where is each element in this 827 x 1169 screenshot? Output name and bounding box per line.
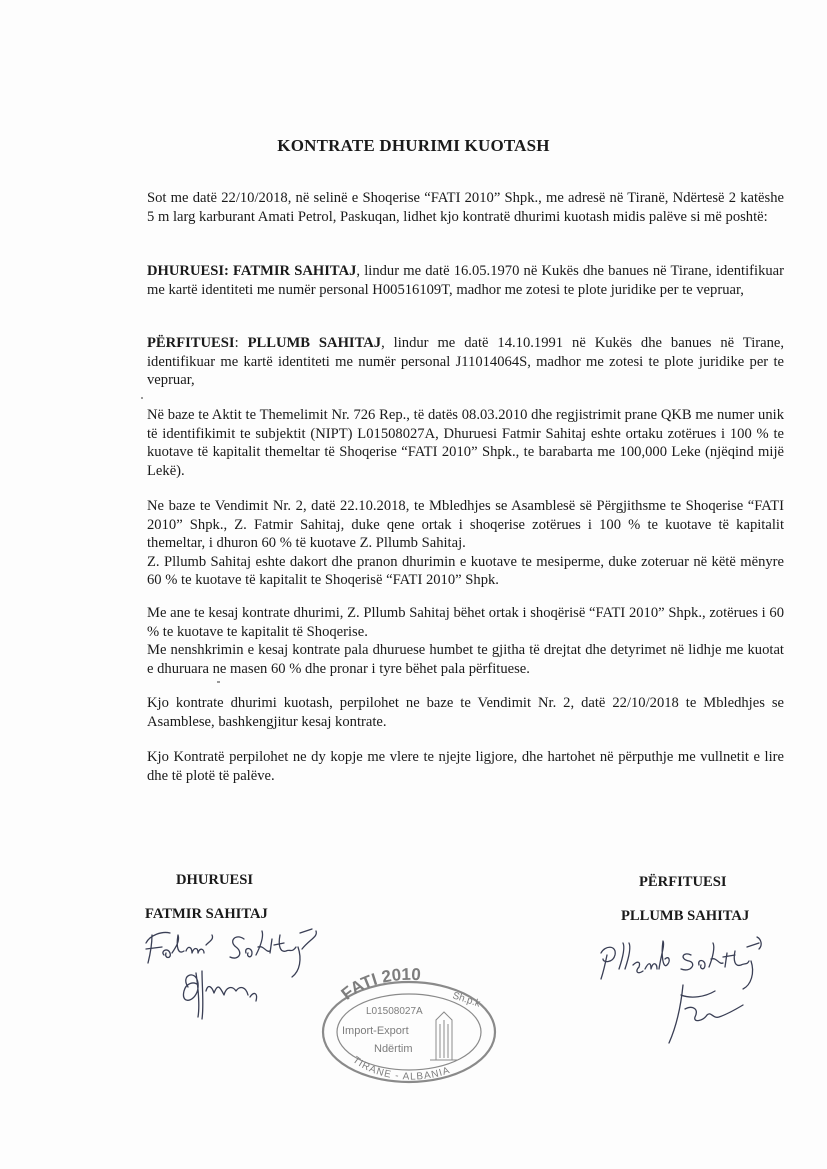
- company-stamp: [314, 968, 504, 1088]
- stamp-nipt: L01508027A: [366, 1006, 423, 1017]
- copies-text: Kjo Kontratë perpilohet ne dy kopje me vlere te njejte ligjore, dhe hartohet në përputhje me vullnetit e lire dhe të plotë të palëve.: [147, 749, 784, 784]
- copies-paragraph: [147, 748, 784, 785]
- decision-paragraph: [147, 497, 784, 590]
- basis-paragraph: [147, 694, 784, 731]
- intro-text: Sot me datë 22/10/2018, në selinë e Shoqerise “FATI 2010” Shpk., me adresë në Tiranë, Ndërtesë 2 katëshe 5 m larg karburant Amati Petrol, Paskuqan, lidhet kjo kontratë dhurimi kuotash midis palëve si më poshtë:: [147, 190, 784, 225]
- stamp-company: FATI 2010: [337, 968, 422, 1004]
- donor-signature-role: DHURUESI: [176, 872, 254, 888]
- decision-text-a: Ne baze te Vendimit Nr. 2, datë 22.10.2018, te Mbledhjes se Asamblesë së Përgjithsme te Shoqerise “FATI 2010” Shpk., Z. Fatmir Sahitaj, duke qene ortak i shoqerise zotërues i 100 % te kuotave të kapitalit themeltar, i dhuron 60 % të kuotave Z. Pllumb Sahitaj.: [147, 498, 784, 552]
- beneficiary-separator: :: [234, 335, 248, 351]
- beneficiary-signature-name: PLLUMB SAHITAJ: [621, 908, 750, 924]
- stamp-building-icon: [430, 1012, 458, 1060]
- stamp-line-build: Ndërtim: [374, 1043, 413, 1055]
- intro-paragraph: [147, 189, 784, 226]
- beneficiary-label: PËRFITUESI: [147, 335, 235, 351]
- donor-signature-name: FATMIR SAHITAJ: [145, 906, 268, 922]
- donor-text: , lindur me datë 16.05.1970 në Kukës dhe banues në Tirane, identifikuar me kartë identiteti me numër personal H00516109T, madhor me zotesi te plote juridike per te vepruar,: [147, 263, 784, 298]
- beneficiary-handwritten-signature: [595, 925, 815, 1055]
- statute-text: Në baze te Aktit te Themelimit Nr. 726 Rep., të datës 08.03.2010 dhe regjistrimit prane QKB me numer unik të identifikimit te subjektit (NIPT) L01508027A, Dhuruesi Fatmir Sahitaj eshte ortaku zotërues i 100 % te kuotave të kapitalit themeltar të Shoqerise “FATI 2010” Shpk., te barabarta me 100,000 Leke (njëqind mijë Lekë).: [147, 407, 784, 479]
- scan-mark-left: [141, 397, 143, 399]
- stamp-suffix: Sh.p.k: [451, 990, 482, 1010]
- beneficiary-name: PLLUMB SAHITAJ: [247, 335, 382, 351]
- effect-paragraph: [147, 604, 784, 678]
- donor-handwritten-signature: [140, 925, 340, 1025]
- donor-paragraph: [147, 262, 784, 299]
- scan-mark-middle: [217, 681, 220, 683]
- beneficiary-text: , lindur me datë 14.10.1991 në Kukës dhe banues në Tirane, identifikuar me kartë identiteti me numër personal J11014064S, madhor me zotesi te plote juridike per te vepruar,: [147, 335, 785, 389]
- beneficiary-paragraph: [147, 334, 784, 390]
- beneficiary-signature-role: PËRFITUESI: [639, 874, 727, 890]
- donor-label: DHURUESI: FATMIR SAHITAJ: [147, 263, 357, 279]
- stamp-line-import: Import-Export: [342, 1025, 409, 1037]
- basis-text: Kjo kontrate dhurimi kuotash, perpilohet ne baze te Vendimit Nr. 2, datë 22/10/2018 te Mbledhjes se Asamblese, bashkengjitur kesaj kontrate.: [147, 695, 784, 730]
- effect-text-b: Me nenshkrimin e kesaj kontrate pala dhuruese humbet te gjitha të drejtat dhe detyrimet në lidhje me kuotat e dhuruara ne masen 60 % dhe pronar i tyre bëhet pala përfituese.: [147, 642, 784, 677]
- stamp-city: TIRANE - ALBANIA: [350, 1054, 452, 1083]
- decision-text-b: Z. Pllumb Sahitaj eshte dakort dhe pranon dhurimin e kuotave te mesiperme, duke zoteruar në këtë mënyre 60 % te kuotave të kapitalit te Shoqerisë “FATI 2010” Shpk.: [147, 553, 784, 589]
- document-title: KONTRATE DHURIMI KUOTASH: [277, 136, 550, 155]
- effect-text-a: Me ane te kesaj kontrate dhurimi, Z. Pllumb Sahitaj bëhet ortak i shoqërisë “FATI 2010” Shpk., zotërues i 60 % te kuotave te kapitalit të Shoqerise.: [147, 605, 784, 640]
- statute-paragraph: [147, 406, 784, 480]
